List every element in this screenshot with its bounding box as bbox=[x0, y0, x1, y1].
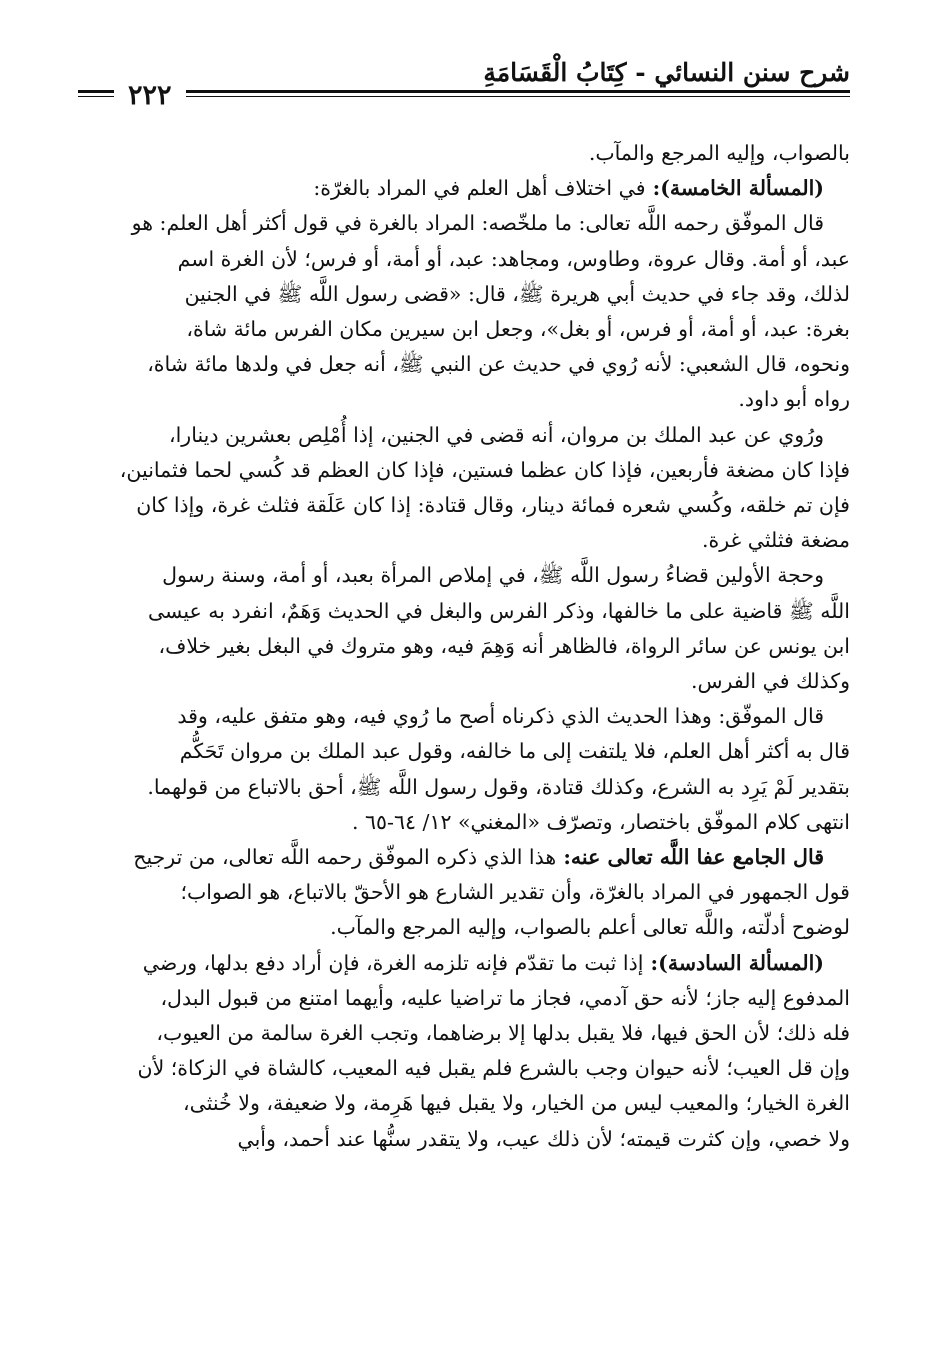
text-line bbox=[74, 382, 850, 417]
text-segment: بتقدير لَمْ يَرِد به الشرع، وكذلك قتادة، وقول رسول اللَّه ﷺ، أحق بالاتباع من قولهما. bbox=[147, 774, 850, 799]
bold-heading-text: (المسألة الخامسة): bbox=[645, 176, 824, 201]
text-line bbox=[74, 629, 850, 664]
text-segment: وكذلك في الفرس. bbox=[690, 669, 850, 694]
text-line bbox=[74, 699, 850, 734]
text-line bbox=[74, 277, 850, 312]
paragraph bbox=[74, 418, 850, 559]
text-line bbox=[74, 171, 850, 206]
header-rule-thick bbox=[78, 90, 850, 93]
bold-heading-text: (المسألة السادسة): bbox=[643, 950, 824, 975]
text-segment: ولا خصي، وإن كثرت قيمته؛ لأن ذلك عيب، ولا يتقدر سنُّها عند أحمد، وأبي bbox=[237, 1126, 850, 1151]
running-head-title: شرح سنن النسائي - كِتَابُ الْقَسَامَةِ bbox=[483, 58, 850, 87]
text-segment: لذلك، وقد جاء في حديث أبي هريرة ﷺ، قال: «قضى رسول اللَّه ﷺ في الجنين bbox=[184, 281, 850, 306]
text-line bbox=[74, 770, 850, 805]
text-segment: انتهى كلام الموفّق باختصار، وتصرّف «المغني» ١٢/ ٦٤-٦٥ . bbox=[351, 809, 850, 834]
text-segment: فله ذلك؛ لأن الحق فيها، فلا يقبل بدلها إلا برضاهما، وتجب الغرة سالمة من العيوب، bbox=[156, 1021, 850, 1046]
paragraph bbox=[74, 946, 850, 1157]
text-segment: فإن تم خلقه، وكُسي شعره فمائة دينار، وقال قتادة: إذا كان عَلَقة فثلث غرة، وإذا كان bbox=[136, 493, 850, 518]
text-segment: لوضوح أدلّته، واللَّه تعالى أعلم بالصواب، وإليه المرجع والمآب. bbox=[330, 915, 850, 940]
page-header bbox=[78, 58, 850, 112]
text-line bbox=[74, 206, 850, 241]
text-segment: بغرة: عبد، أو أمة، أو فرس، أو بغل»، وجعل ابن سيرين مكان الفرس مائة شاة، bbox=[186, 317, 850, 342]
text-line bbox=[74, 875, 850, 910]
text-line bbox=[74, 558, 850, 593]
text-segment: قال الموفّق: وهذا الحديث الذي ذكرناه أصح ما رُوي فيه، وهو متفق عليه، وقد bbox=[177, 704, 824, 729]
text-line bbox=[74, 734, 850, 769]
text-line bbox=[74, 312, 850, 347]
text-line bbox=[74, 594, 850, 629]
text-segment: فإذا كان مضغة فأربعين، فإذا كان عظما فستين، فإذا كان العظم قد كُسي لحما فثمانين، bbox=[119, 457, 850, 482]
bold-heading-text: قال الجامع عفا اللَّه تعالى عنه: bbox=[556, 845, 824, 870]
text-segment: إذا ثبت ما تقدّم فإنه تلزمه الغرة، فإن أراد دفع بدلها، ورضي bbox=[142, 950, 644, 975]
paragraph bbox=[74, 206, 850, 417]
text-segment: مضغة فثلثي غرة. bbox=[701, 528, 850, 553]
text-line bbox=[74, 1122, 850, 1157]
text-line bbox=[74, 418, 850, 453]
text-line bbox=[74, 981, 850, 1016]
paragraph bbox=[74, 171, 850, 206]
text-segment: اللَّه ﷺ قاضية على ما خالفها، وذكر الفرس والبغل في الحديث وَهَمٌ، انفرد به عيسى bbox=[147, 598, 850, 623]
text-line bbox=[74, 946, 850, 981]
text-segment: قول الجمهور في المراد بالغرّة، وأن تقدير الشارع هو الأحقّ بالاتباع، هو الصواب؛ bbox=[180, 880, 850, 905]
text-segment: وحجة الأولين قضاءُ رسول اللَّه ﷺ، في إملاص المرأة بعبد، أو أمة، وسنة رسول bbox=[162, 563, 824, 588]
text-line bbox=[74, 664, 850, 699]
text-segment: في اختلاف أهل العلم في المراد بالغرّة: bbox=[313, 176, 646, 201]
text-line bbox=[74, 136, 850, 171]
text-line bbox=[74, 805, 850, 840]
text-segment: قال الموفّق رحمه اللَّه تعالى: ما ملخّصه: المراد بالغرة في قول أكثر أهل العلم: هو bbox=[131, 211, 824, 236]
paragraph bbox=[74, 699, 850, 840]
text-segment: ابن يونس عن سائر الرواة، فالظاهر أنه وَهِمَ فيه، وهو متروك في البغل بغير خلاف، bbox=[158, 633, 850, 658]
text-segment: وإن قل العيب؛ لأنه حيوان وجب بالشرع فلم يقبل فيه المعيب، كالشاة في الزكاة؛ لأن bbox=[137, 1056, 850, 1081]
text-segment: ونحوه، قال الشعبي: لأنه رُوي في حديث عن النبي ﷺ، أنه جعل في ولدها مائة شاة، bbox=[147, 352, 850, 377]
header-rule-thin bbox=[78, 96, 850, 97]
text-line bbox=[74, 1051, 850, 1086]
text-segment: رواه أبو داود. bbox=[738, 387, 850, 412]
text-line bbox=[74, 347, 850, 382]
text-line bbox=[74, 910, 850, 945]
text-line bbox=[74, 840, 850, 875]
text-line bbox=[74, 488, 850, 523]
text-segment: الغرة الخيار؛ والمعيب ليس من الخيار، ولا يقبل فيها هَرِمة، ولا ضعيفة، ولا خُنثى، bbox=[183, 1091, 850, 1116]
text-segment: ورُوي عن عبد الملك بن مروان، أنه قضى في الجنين، إذا أُمْلِص بعشرين دينارا، bbox=[169, 422, 824, 447]
text-line bbox=[74, 523, 850, 558]
page-number: ٢٢٢ bbox=[114, 82, 186, 110]
paragraph bbox=[74, 840, 850, 946]
text-segment: هذا الذي ذكره الموفّق رحمه اللَّه تعالى، من ترجيح bbox=[133, 845, 557, 870]
text-line bbox=[74, 242, 850, 277]
text-segment: المدفوع إليه جاز؛ لأنه حق آدمي، فجاز ما تراضيا عليه، وأيهما امتنع من قبول البدل، bbox=[160, 985, 850, 1010]
paragraph bbox=[74, 136, 850, 171]
text-segment: بالصواب، وإليه المرجع والمآب. bbox=[588, 141, 850, 165]
paragraph bbox=[74, 558, 850, 699]
text-segment: عبد، أو أمة. وقال عروة، وطاوس، ومجاهد: عبد، أو أمة، أو فرس؛ لأن الغرة اسم bbox=[177, 246, 850, 271]
text-line bbox=[74, 1086, 850, 1121]
body-text bbox=[74, 136, 850, 1157]
text-segment: قال به أكثر أهل العلم، فلا يلتفت إلى ما خالفه، وقول عبد الملك بن مروان تَحَكُّم bbox=[179, 739, 850, 764]
text-line bbox=[74, 453, 850, 488]
text-line bbox=[74, 1016, 850, 1051]
